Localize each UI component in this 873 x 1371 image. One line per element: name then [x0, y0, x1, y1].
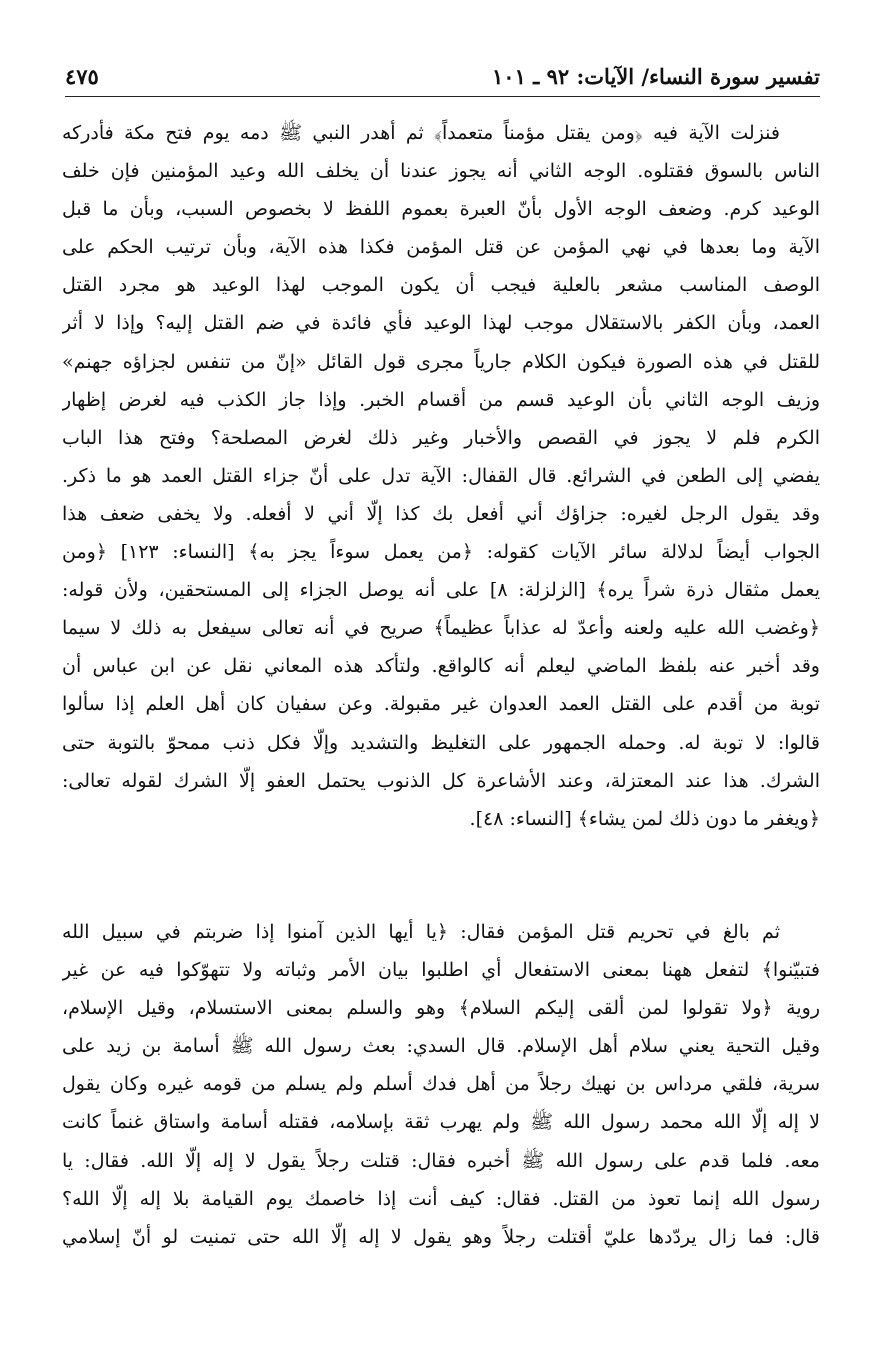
text-line: يعمل مثقال ذرة شراً يره﴾ [الزلزلة: ٨] على أنه يوصل الجزاء إلى المستحقين، ولأن قوله:: [62, 579, 820, 602]
text-line: ثم بالغ في تحريم قتل المؤمن فقال: ﴿يا أيها الذين آمنوا إذا ضربتم في سبيل الله: [62, 921, 780, 943]
paragraph-1: [62, 114, 820, 838]
text-line: الوعيد كرم. وضعف الوجه الأول بأنّ العبرة بعموم اللفظ لا بخصوص السبب، وبأن ما قبل: [62, 198, 820, 221]
text-line: قال: فما زال يردّدها عليّ أقتلت رجلاً وهو يقول لا إله إلّا الله حتى تمنيت لو أنّ إسلامي: [62, 1225, 820, 1248]
text-line: الجواب أيضاً لدلالة سائر الآيات كقوله: ﴿من يعمل سوءاً يجز به﴾ [النساء: ١٢٣] ﴿ومن: [62, 541, 820, 564]
text-line: ﴿وغضب الله عليه ولعنه وأعدّ له عذاباً عظيماً﴾ صريح في أنه تعالى سيفعل به ذلك لا سيما: [62, 617, 820, 640]
text-line: الكرم فلم لا يجوز في القصص والأخبار وغير ذلك لغرض المصلحة؟ وفتح هذا الباب: [62, 426, 820, 449]
text-line: سرية، فلقي مرداس بن نهيك رجلاً من أهل فدك أسلم ولم يسلم من قومه غيره وكان يقول: [62, 1073, 820, 1096]
text-line: الشرك. هذا عند المعتزلة، وعند الأشاعرة كل الذنوب يحتمل العفو إلّا الشرك لقوله تعالى:: [62, 769, 820, 792]
text-line: معه. فلما قدم على رسول الله ﷺ أخبره فقال: قتلت رجلاً يقول لا إله إلّا الله. فقال: يا: [62, 1149, 820, 1172]
text-line: الآية وما بعدها في نهي المؤمن عن قتل المؤمن فكذا هذه الآية، وبأن ترتيب الحكم على: [62, 236, 820, 259]
text-line: العمد، وبأن الكفر بالاستقلال موجب لهذا الوعيد فأي فائدة في ضم القتل إليه؟ وإذا لا أثر: [62, 312, 820, 335]
text-line: فنزلت الآية فيه ﴿ومن يقتل مؤمناً متعمداً﴾ ثم أهدر النبي ﷺ دمه يوم فتح مكة فأدركه: [62, 122, 780, 144]
text-line: ﴿ويغفر ما دون ذلك لمن يشاء﴾ [النساء: ٤٨].: [469, 807, 820, 830]
page-number: ٤٧٥: [65, 64, 99, 89]
text-line: الناس بالسوق فقتلوه. الوجه الثاني أنه يجوز عندنا أن يخلف الله وعيد المؤمنين فإن خلف: [62, 160, 820, 183]
text-line: الوصف المناسب مشعر بالعلية فيجب أن يكون الموجب لهذا الوعيد هو مجرد القتل: [62, 274, 820, 297]
text-line: فتبيّنوا﴾ لتفعل ههنا بمعنى الاستفعال أي اطلبوا بيان الأمر وثباته ولا تتهوّكوا فيه عن غير: [62, 959, 820, 982]
text-line: وزيف الوجه الثاني بأن الوعيد قسم من أقسام الخبر. وإذا جاز الكذب فيه لغرض إظهار: [62, 388, 820, 411]
text-line: للقتل في هذه الصورة فيكون الكلام جارياً مجرى قول القائل «إنّ من تنفس لجزاؤه جهنم»: [62, 350, 820, 373]
text-line: توبة من أقدم على القتل العمد العدوان غير مقبولة. وعن سفيان كان أهل العلم إذا سألوا: [62, 693, 820, 716]
text-line: وقد يقول الرجل لغيره: جزاؤك أني أفعل بك كذا إلّا أني لا أفعله. ولا يخفى ضعف هذا: [62, 502, 820, 525]
text-line: وقد أخبر عنه بلفظ الماضي ليعلم أنه كالواقع. ولتأكد هذه المعاني نقل عن ابن عباس أن: [62, 655, 820, 678]
text-line: وقيل التحية يعني سلام أهل الإسلام. قال السدي: بعث رسول الله ﷺ أسامة بن زيد على: [62, 1035, 820, 1058]
text-line: قالوا: لا توبة له. وحمله الجمهور على التغليظ والتشديد وإلّا فكل ذنب ممحوّ بالتوبة حتى: [62, 731, 820, 754]
running-title: تفسير سورة النساء/ الآيات: ٩٢ ـ ١٠١: [492, 64, 820, 89]
paragraph-2: [62, 913, 820, 1256]
text-line: يفضي إلى الطعن في الشرائع. قال القفال: الآية تدل على أنّ جزاء القتل العمد هو ما ذكر.: [62, 464, 820, 487]
text-line: روية ﴿ولا تقولوا لمن ألقى إليكم السلام﴾ وهو والسلم بمعنى الاستسلام، وقيل الإسلام،: [62, 997, 820, 1020]
text-line: رسول الله إنما تعوذ من القتل. فقال: كيف أنت إذا خاصمك يوم القيامة بلا إله إلّا الله؟: [62, 1187, 820, 1210]
page-header: [65, 62, 820, 97]
text-line: لا إله إلّا الله محمد رسول الله ﷺ ولم يهرب ثقة بإسلامه، فقتله أسامة واستاق غنماً كانت: [62, 1111, 820, 1134]
